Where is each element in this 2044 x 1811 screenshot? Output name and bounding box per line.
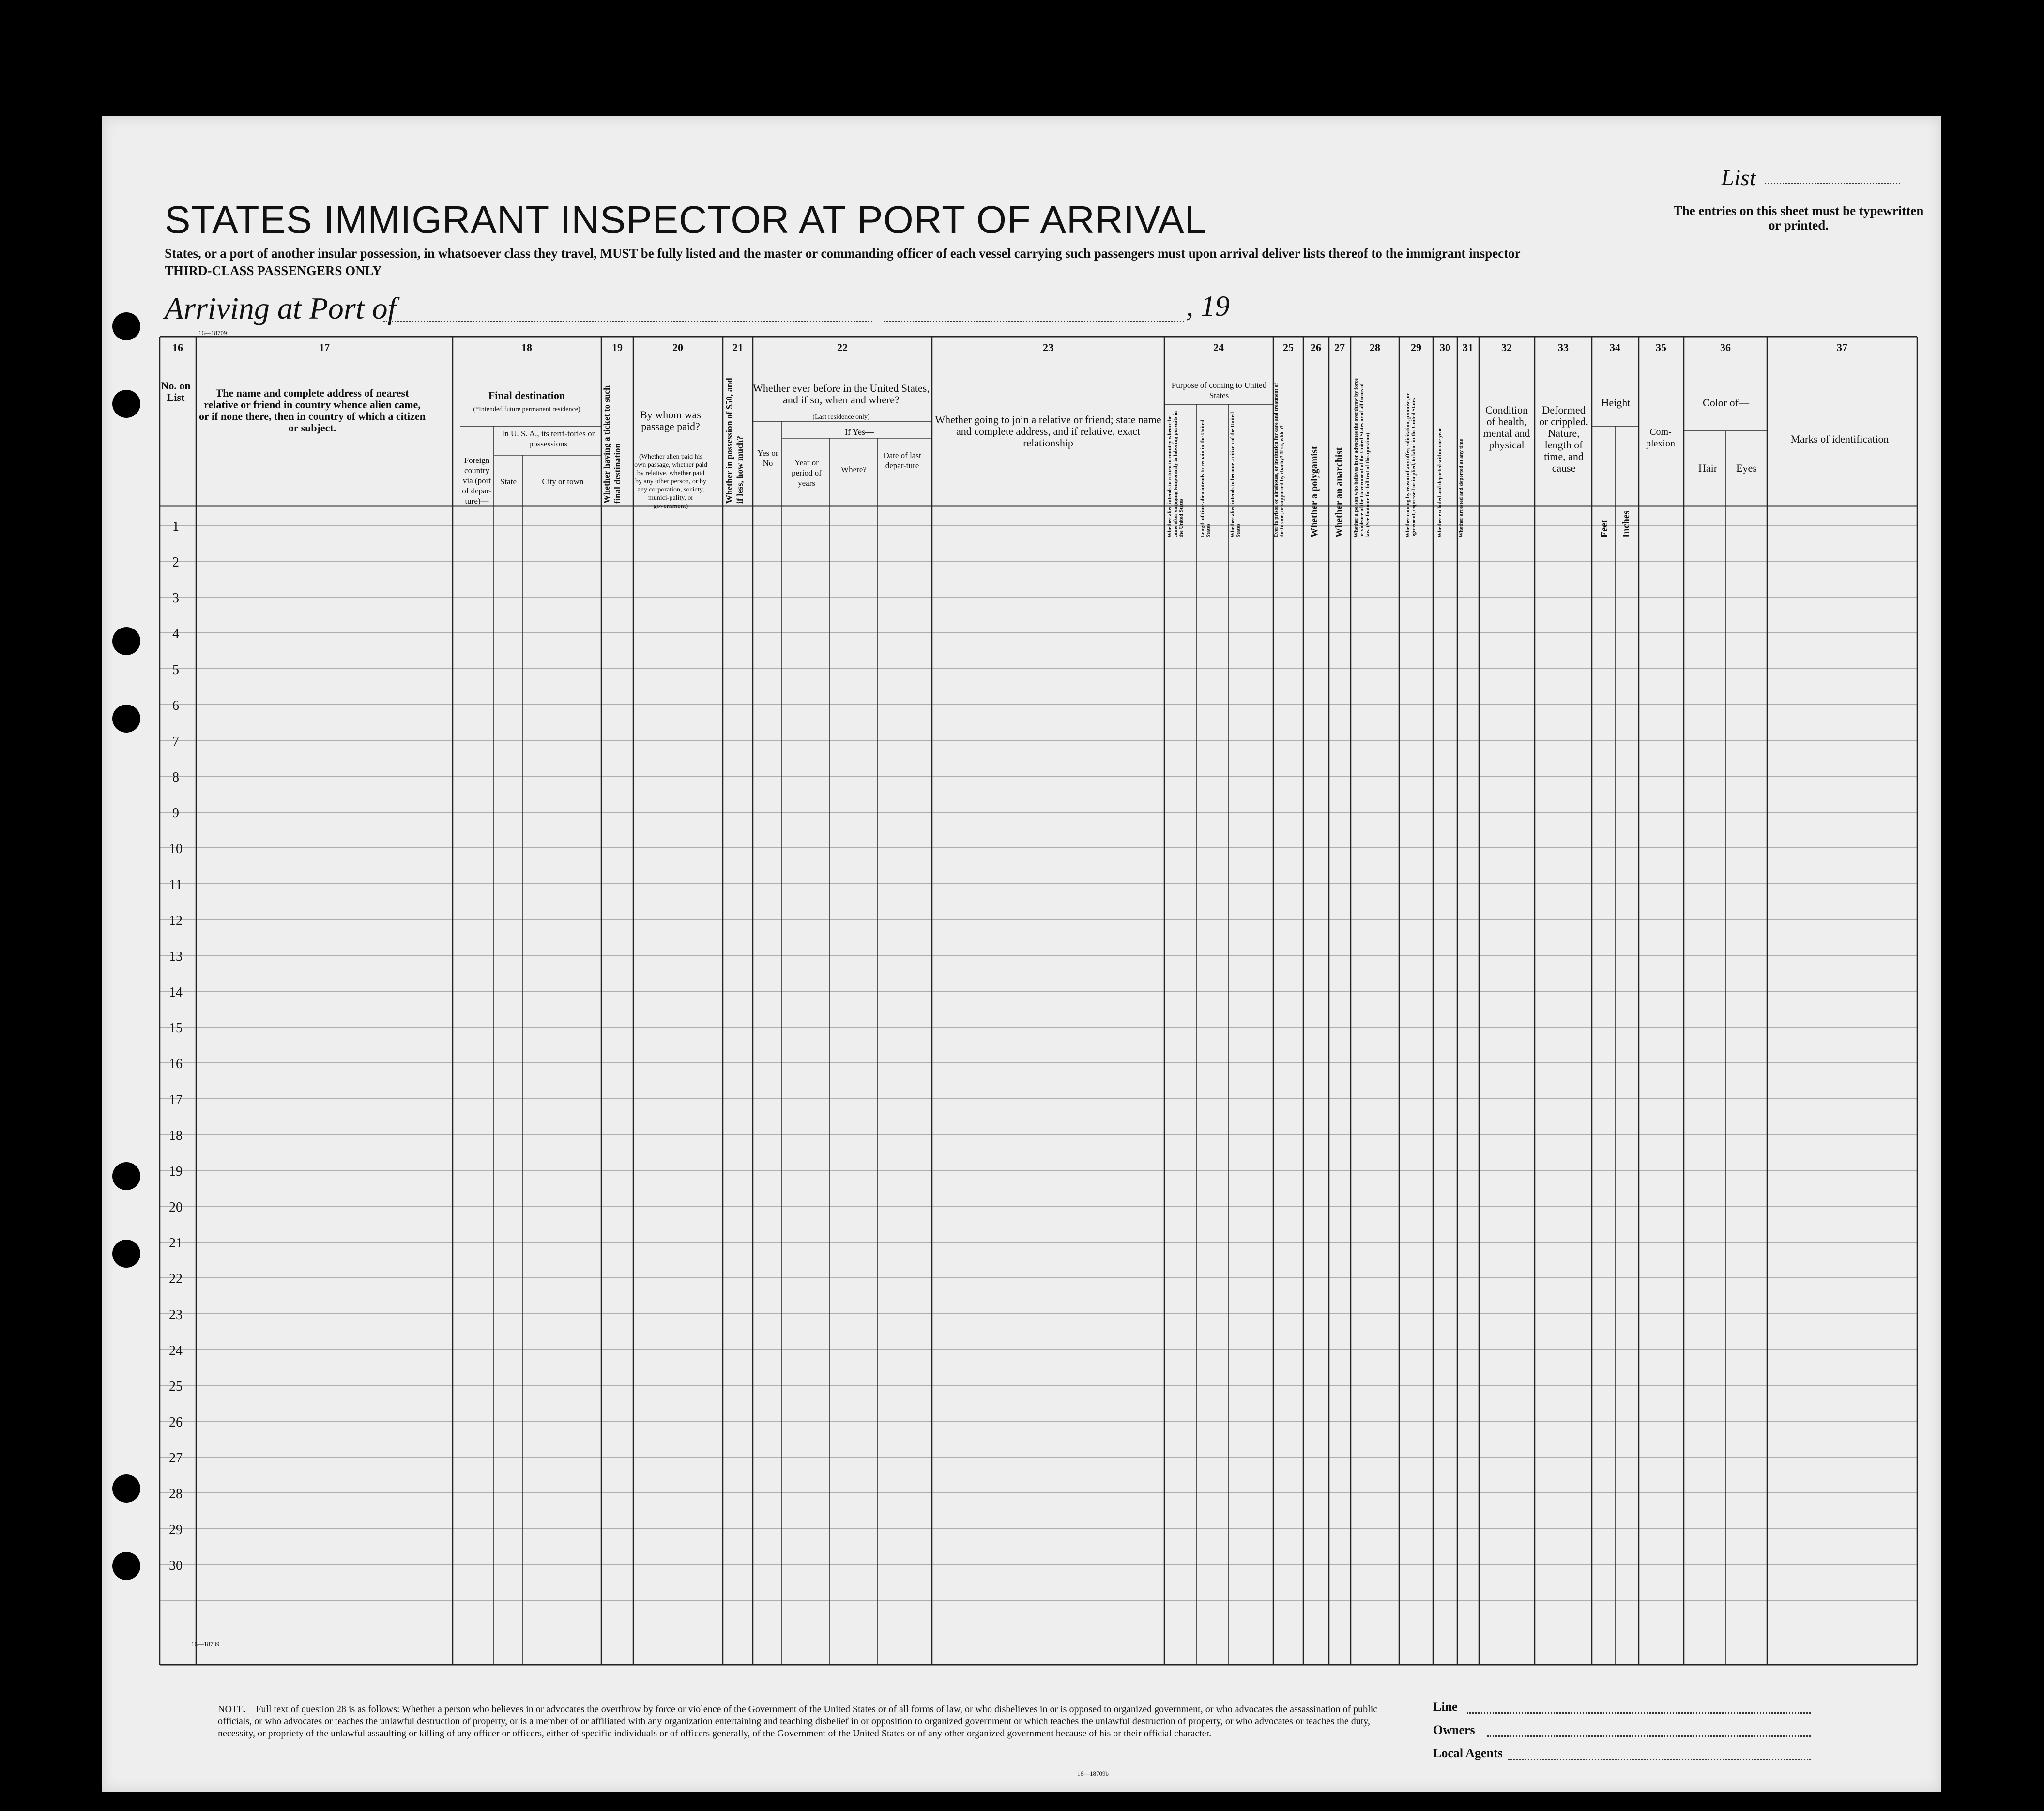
- row-number: 18: [169, 1128, 183, 1143]
- year-prefix: , 19: [1186, 290, 1230, 322]
- footnote-form-number: 16—18709b: [1077, 1770, 1109, 1777]
- column-number: 37: [1837, 341, 1847, 353]
- row-number: 7: [172, 734, 179, 749]
- row-number: 26: [169, 1415, 183, 1430]
- local-agents-label: Local Agents: [1433, 1746, 1503, 1760]
- column-number: 25: [1283, 341, 1294, 353]
- column-number: 30: [1440, 341, 1450, 353]
- page-title: STATES IMMIGRANT INSPECTOR AT PORT OF ARRIVAL: [165, 198, 1207, 241]
- header-purpose-return: Whether alien intends to return to country whence he came after engaging temporarily in laboring pursuits in the United States: [1167, 411, 1184, 537]
- header-polygamist: Whether a polygamist: [1309, 446, 1320, 537]
- header-inches: Inches: [1621, 510, 1632, 537]
- header-purpose-length: Length of time alien intends to remain in the United States: [1200, 419, 1211, 537]
- owners-label: Owners: [1433, 1723, 1475, 1737]
- header-eyes: Eyes: [1736, 462, 1757, 474]
- header-deformed: Deformed or crippled. Nature, length of time, and cause: [1539, 404, 1588, 474]
- column-number: 21: [732, 341, 743, 353]
- row-number: 17: [169, 1092, 183, 1107]
- footnote-question-28: NOTE.—Full text of question 28 is as follows: Whether a person who believes in or advocates the overthrow by force or violence of the Government of the United States or of all forms of law, or who disbelieves in or is opposed to organized government, or who advocates the assassination of public officials, or who advocates or teaches the unlawful destruction of property, or is a member of or affiliated with any organization entertaining and teaching disbelief in or opposition to organized government or which teaches the unlawful destruction of property, or who advocates or teaches the duty, necessity, or propriety of the unlawful assaulting or killing of any officer or officers, either of specific individuals or of officers generally, of the Government of the United States or of any other organized government because of his or their official character.: [218, 1704, 1378, 1739]
- column-number: 24: [1213, 341, 1224, 353]
- header-where: Where?: [841, 465, 867, 474]
- column-number: 26: [1311, 341, 1321, 353]
- form-number: 16—18709: [191, 1641, 220, 1648]
- immigration-manifest-sheet: [102, 116, 1941, 1792]
- row-number: 21: [169, 1236, 183, 1251]
- column-number: 22: [837, 341, 848, 353]
- column-number: 17: [319, 341, 330, 353]
- row-number: 22: [169, 1272, 183, 1287]
- entries-note: The entries on this sheet must be typewritten or printed.: [1673, 203, 1924, 232]
- header-excluded: Whether excluded and deported within one year: [1437, 428, 1443, 537]
- row-number: 6: [172, 698, 179, 713]
- row-number: 24: [169, 1343, 183, 1358]
- row-number: 13: [169, 949, 183, 964]
- header-join-relative: Whether going to join a relative or friend; state name and complete address, and if relative, exact relationship: [935, 414, 1161, 449]
- row-number: 10: [169, 842, 183, 857]
- column-number: 28: [1370, 341, 1380, 353]
- header-purpose: Purpose of coming to United States: [1171, 381, 1267, 400]
- row-number: 27: [169, 1451, 183, 1466]
- header-height: Height: [1601, 397, 1631, 409]
- page-subtitle: States, or a port of another insular possession, in whatsoever class they travel, MUST be fully listed and the master or commanding officer of each vessel carrying such passengers must upon arrival deliver lists thereof to the immigrant inspector: [165, 246, 1521, 261]
- row-number: 23: [169, 1307, 183, 1322]
- header-health: Condition of health, mental and physical: [1483, 404, 1530, 451]
- header-yes-no: Yes or No: [757, 448, 778, 468]
- header-offer-labor: Whether coming by reason of any offer, solicitation, promise, or agreement, expressed or implied, to labor in the United States: [1405, 393, 1417, 537]
- row-number: 20: [169, 1200, 183, 1215]
- row-number: 8: [172, 770, 179, 785]
- column-number: 34: [1610, 341, 1620, 353]
- row-number: 16: [169, 1057, 183, 1072]
- row-number: 9: [172, 806, 179, 821]
- header-if-yes: If Yes—: [844, 427, 874, 437]
- header-feet: Feet: [1599, 520, 1610, 537]
- local-agents-field[interactable]: [1508, 1759, 1811, 1760]
- header-anarchist: Whether an anarchist: [1334, 447, 1344, 537]
- header-final-destination-sub: (*Intended future permanent residence): [473, 406, 580, 413]
- header-final-destination: Final destination: [488, 389, 565, 401]
- owners-field[interactable]: [1487, 1735, 1811, 1737]
- row-number: 29: [169, 1522, 183, 1537]
- row-number: 2: [172, 555, 179, 570]
- form-grid: [102, 116, 1941, 1792]
- list-label: List: [1721, 165, 1756, 191]
- header-passage-paid: By whom was passage paid?: [640, 409, 701, 432]
- column-number: 36: [1720, 341, 1731, 353]
- header-state: State: [500, 477, 517, 486]
- header-complexion: Com-plexion: [1646, 427, 1675, 449]
- row-number: 15: [169, 1021, 183, 1036]
- header-color: Color of—: [1703, 397, 1749, 409]
- row-number: 4: [172, 627, 179, 642]
- header-ticket: Whether having a ticket to such final destination: [602, 385, 622, 504]
- header-hair: Hair: [1698, 462, 1718, 474]
- column-number: 16: [172, 341, 183, 353]
- line-label: Line: [1433, 1700, 1458, 1714]
- column-number: 27: [1334, 341, 1345, 353]
- column-number: 20: [672, 341, 683, 353]
- header-ever-before-sub: (Last residence only): [812, 414, 870, 421]
- class-note: THIRD-CLASS PASSENGERS ONLY: [165, 263, 382, 278]
- column-number: 33: [1558, 341, 1569, 353]
- column-number: 19: [612, 341, 623, 353]
- row-number: 25: [169, 1379, 183, 1394]
- column-number: 35: [1656, 341, 1666, 353]
- form-number: 16—18709: [198, 329, 227, 337]
- header-ever-before: Whether ever before in the United States, and if so, when and where?: [753, 382, 930, 406]
- row-number: 12: [169, 913, 183, 928]
- column-number: 31: [1463, 341, 1473, 353]
- row-number: 1: [172, 519, 179, 534]
- header-city: City or town: [542, 477, 584, 486]
- row-number: 14: [169, 985, 183, 1000]
- row-number: 3: [172, 591, 179, 606]
- column-number: 23: [1043, 341, 1053, 353]
- header-question-28: Whether a person who believes in or advocates the overthrow by force or violence of the Government of the United States or of all forms of law. (See footnote for full text of this question): [1353, 378, 1371, 537]
- line-field[interactable]: [1467, 1712, 1811, 1714]
- header-passage-paid-sub: (Whether alien paid his own passage, whether paid by relative, whether paid by any other person, or by any corporation, society, munici-pality, or government): [634, 453, 707, 510]
- header-foreign-country: Foreign country via (port of depar-ture)—: [462, 456, 492, 506]
- row-number: 28: [169, 1487, 183, 1502]
- column-number: 29: [1411, 341, 1421, 353]
- header-arrested: Whether arrested and deported at any time: [1458, 439, 1464, 537]
- header-list-number: No. on List: [161, 380, 191, 403]
- row-number: 11: [169, 877, 183, 892]
- header-purpose-citizen: Whether alien intends to become a citizen of the United States: [1230, 412, 1241, 537]
- row-number: 30: [169, 1558, 183, 1573]
- header-prison: Ever in prison or almshouse, or institution for care and treatment of the insane, or supported by charity? If so, which?: [1273, 383, 1285, 537]
- header-date-departure: Date of last depar-ture: [883, 451, 921, 470]
- header-marks: Marks of identification: [1790, 433, 1889, 445]
- header-fifty-dollars: Whether in possession of $50, and if less, how much?: [724, 378, 745, 504]
- header-usa: In U. S. A., its terri-tories or possessions: [502, 429, 595, 448]
- header-period: Year or period of years: [792, 458, 822, 488]
- row-number: 19: [169, 1164, 183, 1179]
- column-number: 32: [1501, 341, 1512, 353]
- column-number: 18: [521, 341, 532, 353]
- arriving-label: Arriving at Port of: [165, 291, 397, 325]
- row-number: 5: [172, 662, 179, 677]
- header-nearest-relative: The name and complete address of nearest relative or friend in country whence alien came, or if none there, then in country of which a citizen or subject.: [199, 387, 426, 434]
